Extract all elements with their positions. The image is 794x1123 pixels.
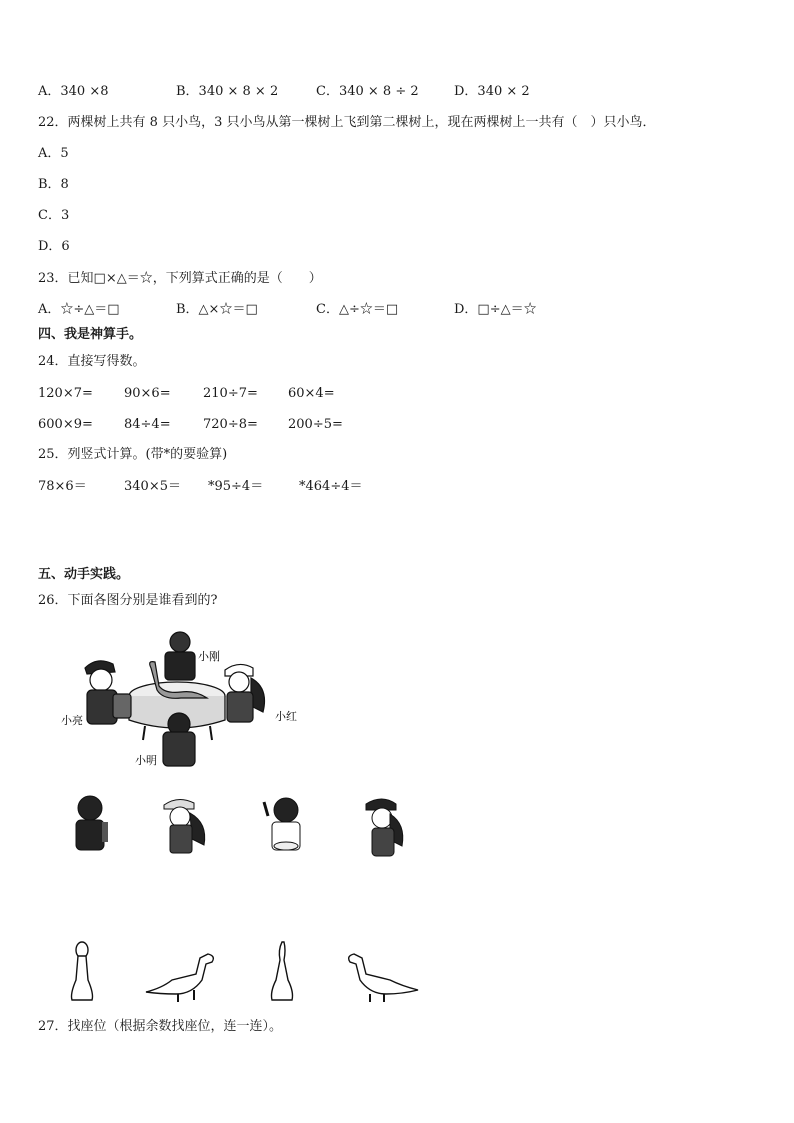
q23-option-a: A．☆÷△＝□ xyxy=(38,302,120,317)
q24-item: 84÷4= xyxy=(124,417,171,432)
q24-item: 60×4= xyxy=(288,386,335,401)
q24-item: 210÷7= xyxy=(203,386,258,401)
view-dinosaur-side-right xyxy=(342,950,422,1004)
label-xiaoliang: 小亮 xyxy=(61,714,83,727)
child-right-figure xyxy=(225,664,265,722)
q24-stem: 24．直接写得数。 xyxy=(38,354,146,369)
q22-option-c: C．3 xyxy=(38,208,70,223)
q21-option-a: A．340 ×8 xyxy=(38,84,109,99)
q24-item: 200÷5= xyxy=(288,417,343,432)
q22-option-b: B．8 xyxy=(38,177,69,192)
observation-scene-illustration xyxy=(55,628,315,773)
view-dinosaur-side-left xyxy=(142,950,222,1004)
view-child-side-hair xyxy=(360,794,408,860)
view-dinosaur-back xyxy=(264,940,300,1004)
q21-option-b: B．340 × 8 × 2 xyxy=(176,84,279,99)
q25-item: *95÷4＝ xyxy=(208,479,264,494)
q25-item: 340×5＝ xyxy=(124,479,181,494)
label-xiaogang: 小刚 xyxy=(198,650,220,663)
q23-option-d: D．□÷△＝☆ xyxy=(454,302,537,317)
q24-item: 90×6= xyxy=(124,386,171,401)
view-child-back xyxy=(72,792,112,854)
q22-option-a: A．5 xyxy=(38,146,69,161)
q22-option-d: D．6 xyxy=(38,239,70,254)
label-xiaoming: 小明 xyxy=(135,754,157,767)
q24-item: 120×7= xyxy=(38,386,93,401)
child-left-figure xyxy=(85,661,131,724)
q26-stem: 26．下面各图分别是谁看到的? xyxy=(38,593,218,608)
q25-stem: 25．列竖式计算。(带*的要验算) xyxy=(38,447,228,462)
section-five-heading: 五、动手实践。 xyxy=(38,567,130,582)
q21-option-c: C．340 × 8 ÷ 2 xyxy=(316,84,419,99)
q25-item: *464÷4＝ xyxy=(299,479,363,494)
q23-stem: 23．已知□×△＝☆，下列算式正确的是（ ） xyxy=(38,271,322,286)
view-child-front-table xyxy=(262,794,310,856)
child-back-figure xyxy=(165,632,195,680)
view-dinosaur-front xyxy=(64,940,100,1004)
section-four-heading: 四、我是神算手。 xyxy=(38,327,143,342)
q24-item: 600×9= xyxy=(38,417,93,432)
view-child-side-cap xyxy=(160,795,210,857)
q25-item: 78×6＝ xyxy=(38,479,87,494)
q21-option-d: D．340 × 2 xyxy=(454,84,530,99)
q27-stem: 27．找座位（根据余数找座位，连一连）。 xyxy=(38,1019,283,1034)
q23-option-c: C．△÷☆＝□ xyxy=(316,302,399,317)
q24-item: 720÷8= xyxy=(203,417,258,432)
q23-option-b: B．△×☆＝□ xyxy=(176,302,258,317)
label-xiaohong: 小红 xyxy=(275,710,297,723)
q22-stem: 22．两棵树上共有 8 只小鸟，3 只小鸟从第一棵树上飞到第二棵树上，现在两棵树上一共有（ ）只小鸟． xyxy=(38,115,656,130)
